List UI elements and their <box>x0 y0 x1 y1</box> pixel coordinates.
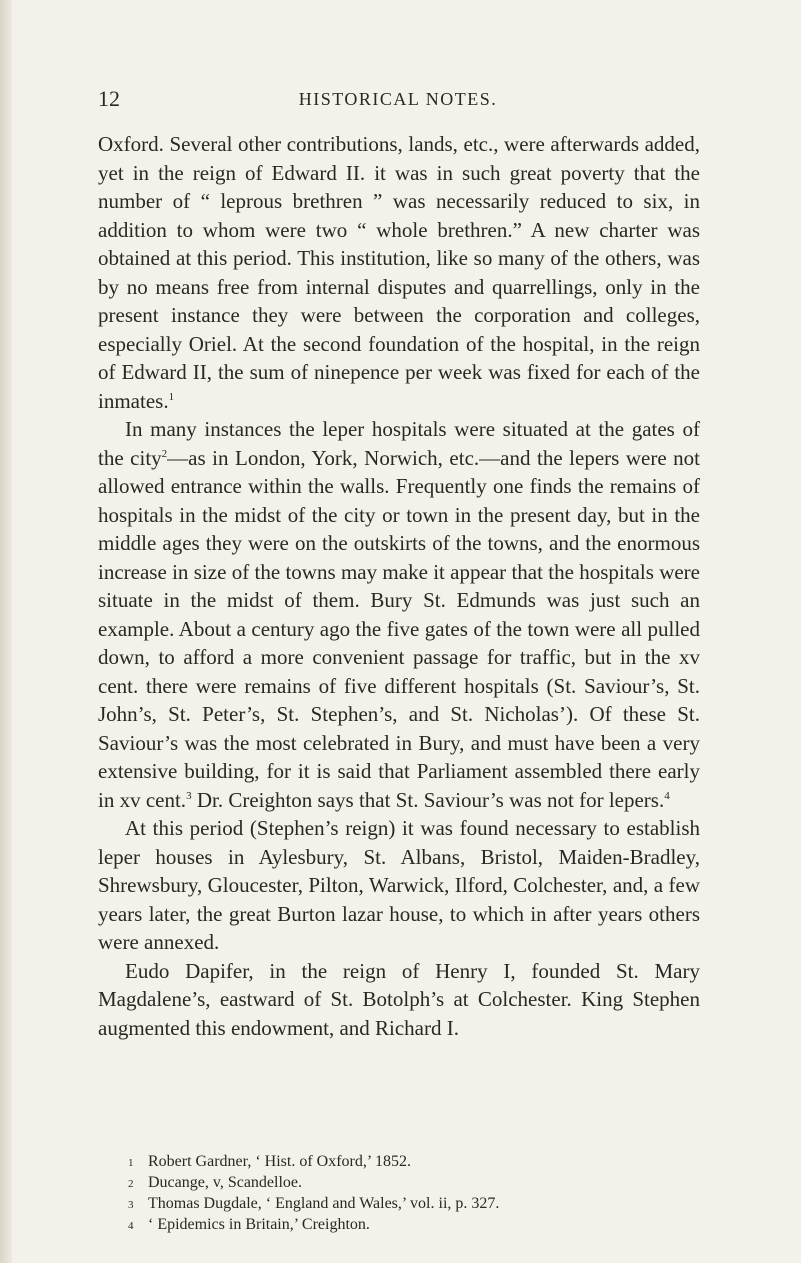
footnote-ref-3: 3 <box>186 789 192 802</box>
footnote-mark: 4 <box>128 1220 134 1232</box>
footnote-3 <box>128 1194 688 1215</box>
footnote-1 <box>128 1152 688 1173</box>
paragraph-1-text: Oxford. Several other contributions, lands, etc., were afterwards added, yet in the reign of Edward II. it was in such great poverty that the number of “ leprous brethren ” was necessarily reduced to six, in addition to whom were two “ whole brethren.” A new charter was obtained at this period. This institution, like so many of the others, was by no means free from internal disputes and quarrellings, only in the present instance they were between the corporation and colleges, especially Oriel. At the second foundation of the hospital, in the reign of Edward II, the sum of ninepence per week was fixed for each of the inmates. <box>98 132 700 413</box>
footnote-ref-1: 1 <box>168 390 175 403</box>
footnote-text: Ducange, v, Scandelloe. <box>148 1174 303 1191</box>
page-number: 12 <box>98 86 120 111</box>
footnote-text: Thomas Dugdale, ‘ England and Wales,’ vol. ii, p. 327. <box>148 1195 500 1212</box>
page-header <box>98 86 698 114</box>
footnote-4 <box>128 1215 688 1236</box>
page-edge <box>0 0 12 1263</box>
footnote-ref-4: 4 <box>664 789 670 802</box>
footnote-text: ‘ Epidemics in Britain,’ Creighton. <box>148 1216 370 1233</box>
paragraph-3: At this period (Stephen’s reign) it was found necessary to establish leper houses in Aylesbury, St. Albans, Bristol, Maiden-Bradley, Shrewsbury, Gloucester, Pilton, Warwick, Ilford, Colchester, and, a few years later, the great Burton lazar house, to which in after years others were annexed. <box>98 816 700 954</box>
paragraph-2-text-a: In many instances the leper hospitals were situated at the gates of the city <box>98 417 700 470</box>
paragraph-2-text-b: —as in London, York, Norwich, etc.—and the lepers were not allowed entrance within the walls. Frequently one finds the remains of hospitals in the midst of the city or town in the present day, but in the middle ages they were on the outskirts of the towns, and the enormous increase in size of the towns may make it appear that the hospitals were situate in the midst of them. Bury St. Edmunds was just such an example. About a century ago the five gates of the town were all pulled down, to afford a more convenient passage for traffic, but in the xv cent. there were remains of five different hospitals (St. Saviour’s, St. John’s, St. Peter’s, St. Stephen’s, and St. Nicholas’). Of these St. Saviour’s was the most celebrated in Bury, and must have been a very extensive building, for it is said that Parliament assembled there early in xv cent. <box>98 445 700 812</box>
body-text <box>98 130 700 1042</box>
running-title: HISTORICAL NOTES. <box>298 89 498 109</box>
footnote-2 <box>128 1173 688 1194</box>
paragraph-1 <box>98 130 700 415</box>
paragraph-2-text-c: Dr. Creighton says that St. Saviour’s was not for lepers. <box>191 787 665 812</box>
footnote-text: Robert Gardner, ‘ Hist. of Oxford,’ 1852. <box>148 1153 411 1170</box>
paragraph-4: Eudo Dapifer, in the reign of Henry I, founded St. Mary Magdalene’s, eastward of St. Botolph’s at Colchester. King Stephen augmented this endowment, and Richard I. <box>98 958 700 1040</box>
paragraph-2 <box>98 415 700 814</box>
footnotes <box>128 1152 688 1236</box>
footnote-mark: 2 <box>128 1178 134 1190</box>
footnote-ref-2: 2 <box>161 447 168 460</box>
footnote-mark: 1 <box>128 1157 134 1169</box>
footnote-mark: 3 <box>128 1199 134 1211</box>
